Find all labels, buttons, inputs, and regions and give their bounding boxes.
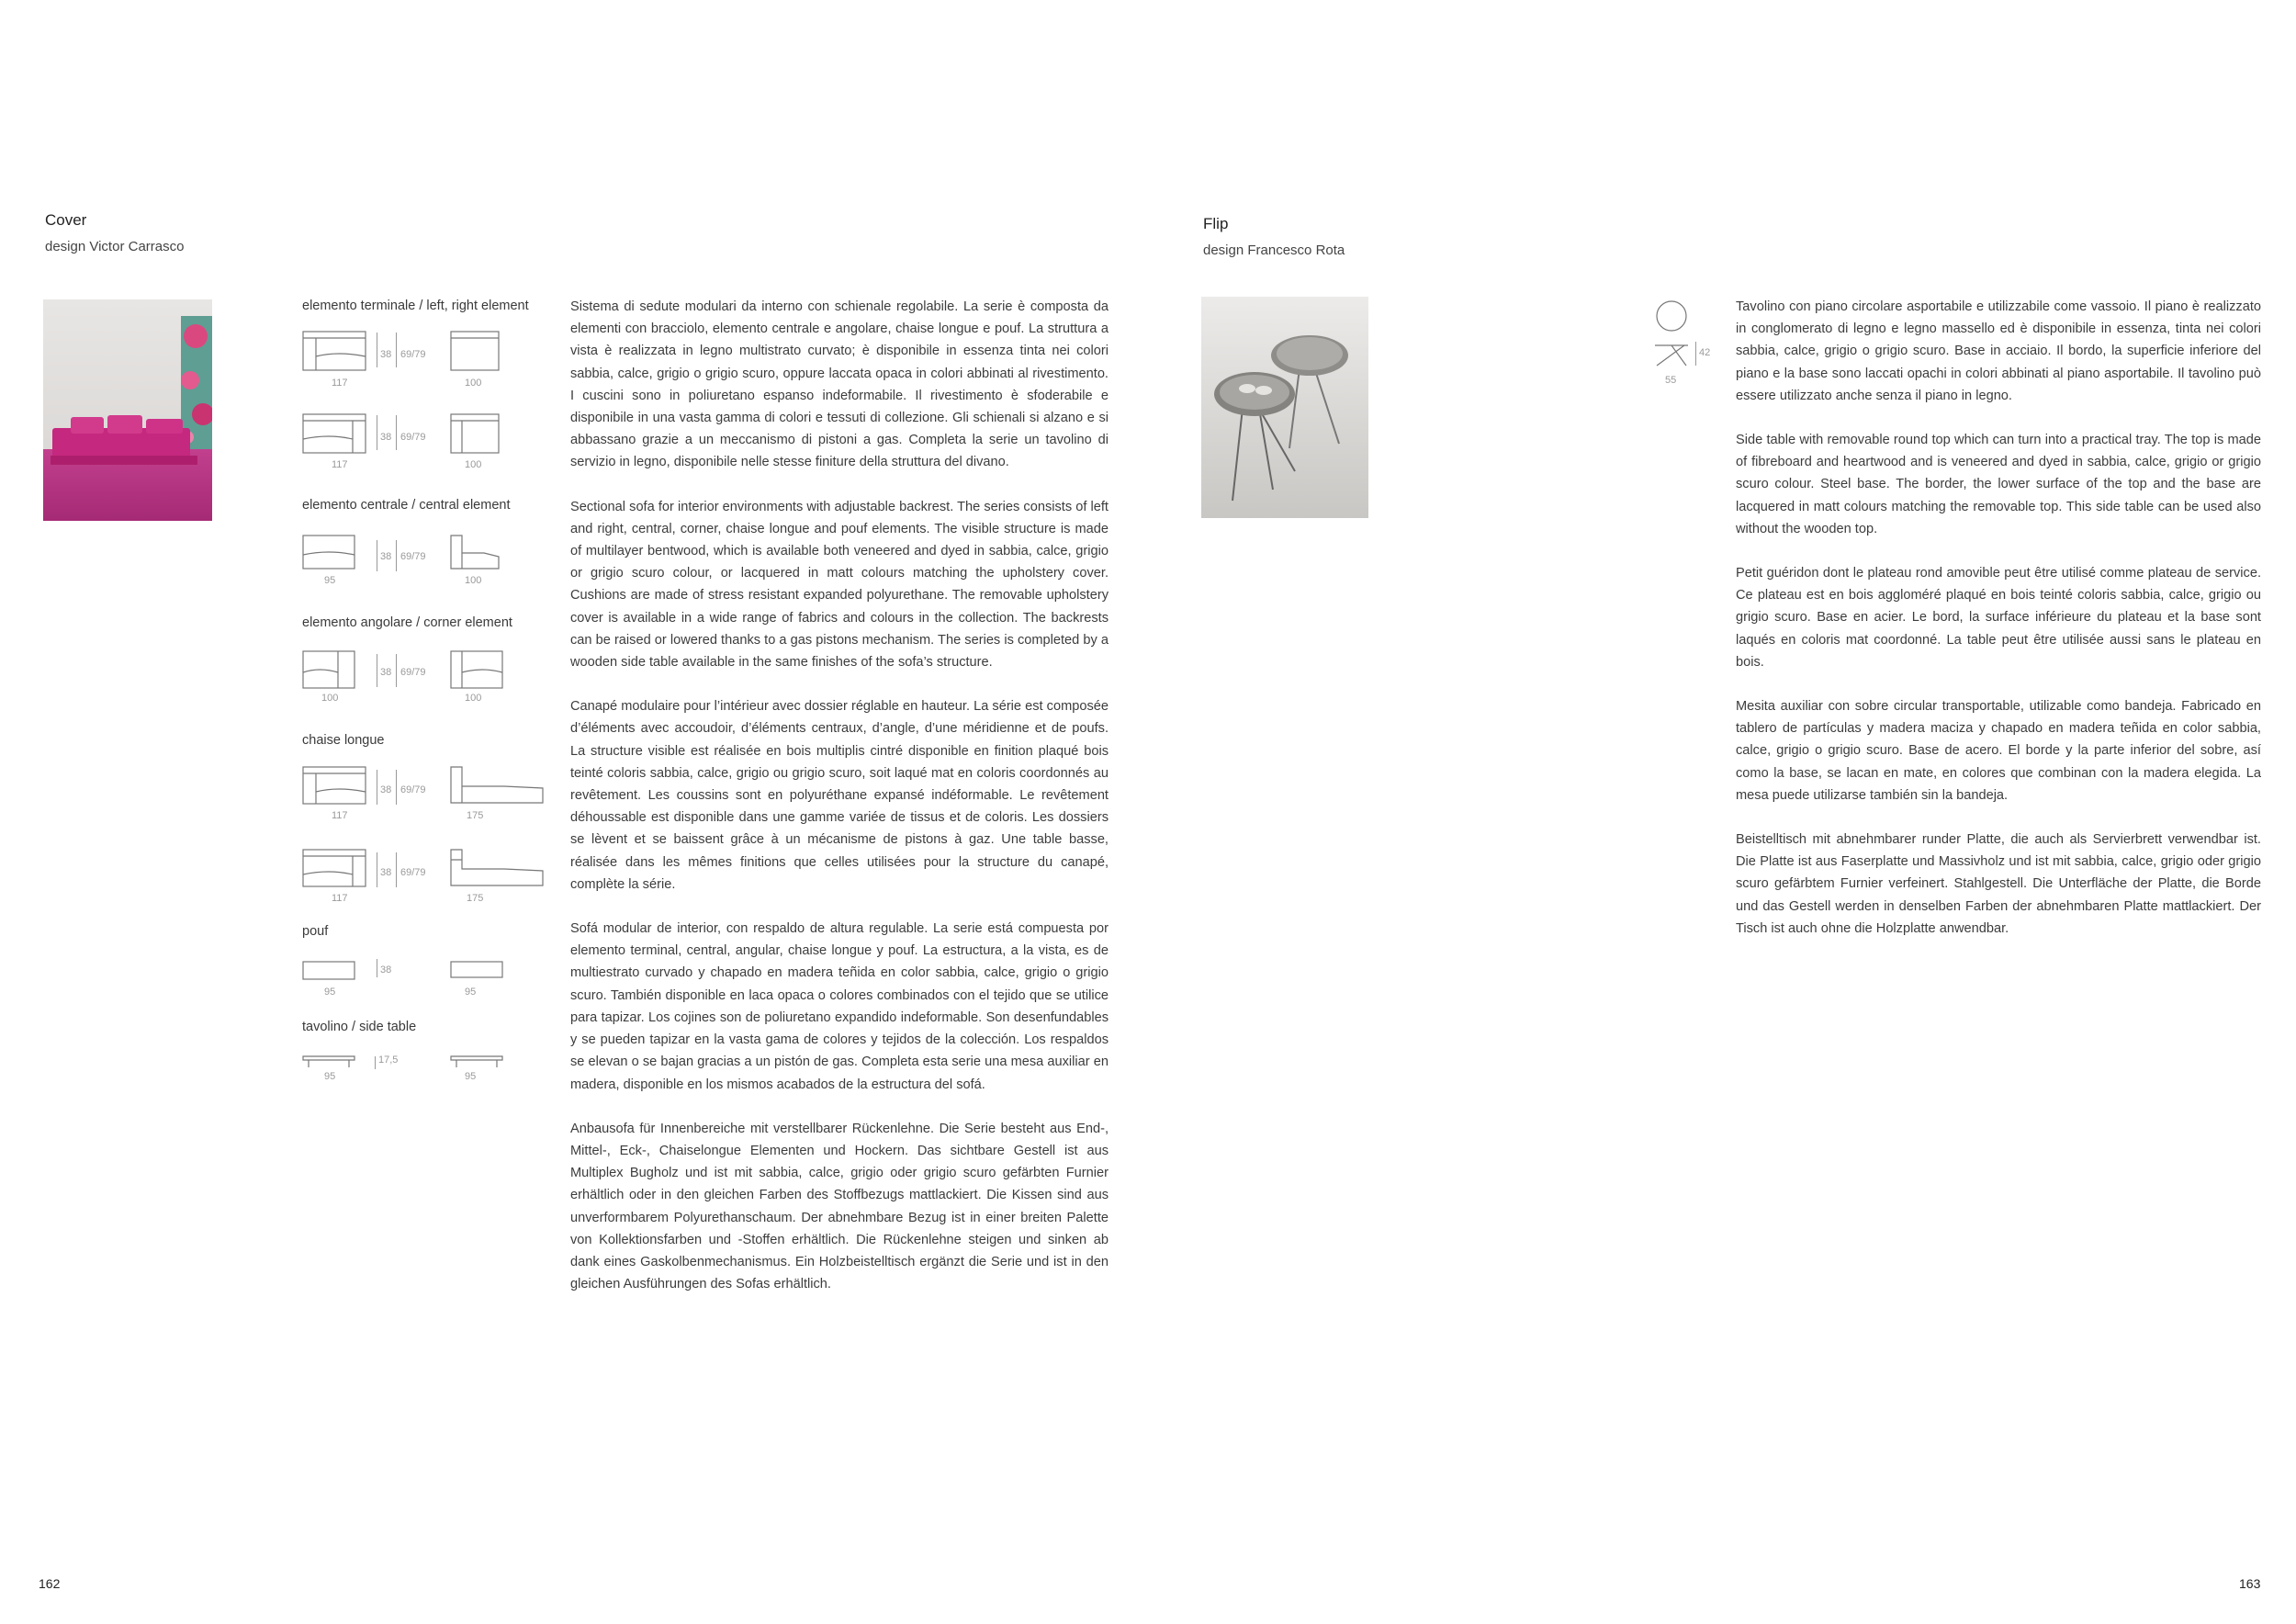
dim-width-terminal-3: 117 (332, 459, 348, 470)
flip-text-es: Mesita auxiliar con sobre circular transportable, utilizable como bandeja. Fabricado en tablero de partículas y madera maciza y chapado en madera teñida en color sabbia, calce, grigio o grigio scuro. Base de acero. El borde y la parte inferior del sobre, así como la base, se lacan en mate, en colores que combinan con la madera elegida. La mesa puede utilizarse también sin la bandeja. (1736, 699, 2261, 803)
page-number-right: 163 (2239, 1576, 2261, 1591)
central-element-sketch-1 (301, 533, 358, 573)
dim-pouf-height: 38 (380, 964, 392, 976)
cover-designer: design Victor Carrasco (45, 239, 185, 254)
cover-title: Cover (45, 211, 87, 229)
dim-divider (1695, 342, 1696, 366)
dim-divider (396, 654, 397, 687)
chaise-longue-sketch-3 (301, 847, 367, 891)
terminal-element-sketch-3 (301, 412, 367, 457)
dim-width-chaise-3: 117 (332, 893, 348, 904)
dim-divider (375, 1056, 376, 1069)
cover-text-it: Sistema di sedute modulari da interno con schienale regolabile. La serie è composta da elementi con bracciolo, elemento centrale e angolare, chaise longue e pouf. La struttura a vista è realizzata in legno multistrato curvato; è disponibile in essenza tinta nei colori sabbia, calce, grigio o grigio scuro, oppure laccata opaca in colori abbinati al rivestimento. I cuscini sono in poliuretano espanso indeformabile. Il rivestimento è sfoderabile e disponibile in una vasta gamma di colori e tessuti di collezione. Gli schienali si alzano e si abbassano grazie a un meccanismo di pistoni a gas. Completa la serie un tavolino di servizio in legno, disponibile nelle stesse finiture della struttura del divano. (570, 299, 1109, 470)
label-pouf: pouf (302, 924, 329, 939)
flip-text-de: Beistelltisch mit abnehmbarer runder Platte, die auch als Servierbrett verwendbar ist. Die Platte ist aus Faserplatte und Massivholz und ist mit sabbia, calce, grigio oder grigio scuro gefärbtem Furnier verfeinert. Stahlgestell. Die Unterfläche der Platte, die Borde und das Gestell werden in denselben Farben der abnehmbaren Platte mattlackiert. Der Tisch ist auch ohne die Holzplatte anwendbar. (1736, 832, 2261, 936)
flip-designer: design Francesco Rota (1203, 242, 1345, 258)
dim-width-terminal-2: 100 (465, 378, 482, 389)
label-chaise-longue: chaise longue (302, 733, 385, 748)
dim-width-pouf-2: 95 (465, 987, 477, 998)
dim-seat-height: 38 (380, 784, 392, 795)
dim-width-central-1: 95 (324, 575, 336, 586)
dim-width-corner-2: 100 (465, 693, 482, 704)
dim-back-height: 69/79 (400, 667, 426, 678)
dim-seat-height: 38 (380, 867, 392, 878)
dim-back-height: 69/79 (400, 867, 426, 878)
dim-back-height: 69/79 (400, 349, 426, 360)
dim-back-height: 69/79 (400, 551, 426, 562)
corner-element-sketch-2 (449, 648, 506, 693)
cover-text-fr: Canapé modulaire pour l’intérieur avec dossier réglable en hauteur. La série est composée d’éléments avec accoudoir, d’éléments centraux, d’angle, d’une méridienne et de poufs. La structure visible est réalisée en bois multiplis cintré disponible en finition plaqué bois teinté coloris sabbia, calce, grigio ou grigio scuro, soit laqué mat en coloris coordonnés au revêtement. Les coussins sont en polyuréthane expansé indéformable. Le revêtement déhoussable est disponible dans une gamme variée de tissus et de coloris. Les dossiers se lèvent et se baissent grâce à un mécanisme de pistons à gaz. Une table basse, réalisée dans les mêmes finitions que celles utilisées pour la structure du canapé, complète la série. (570, 699, 1109, 892)
flip-text-fr: Petit guéridon dont le plateau rond amovible peut être utilisé comme plateau de service. Ce plateau est en bois aggloméré plaqué en bois teinté coloris sabbia, calce, grigio ou grigio scuro. Base en acier. Le bord, la surface inférieure du plateau et la base sont laqués en coloris mat coordonné. La table peut être utilisée aussi sans le plateau en bois. (1736, 566, 2261, 670)
dim-width-terminal-4: 100 (465, 459, 482, 470)
dim-seat-height: 38 (380, 667, 392, 678)
flip-dim-height: 42 (1699, 347, 1711, 358)
side-table-sketch-2 (449, 1053, 506, 1071)
dim-width-table-2: 95 (465, 1071, 477, 1082)
flip-description (1736, 296, 2261, 940)
dim-back-height: 69/79 (400, 784, 426, 795)
pouf-sketch-2 (449, 959, 506, 983)
flip-dimension-sketch (1651, 299, 1692, 373)
flip-dim-diameter: 55 (1665, 375, 1677, 386)
label-central-element: elemento centrale / central element (302, 498, 511, 513)
dim-width-terminal-1: 117 (332, 378, 348, 389)
dim-divider (396, 770, 397, 805)
dim-seat-height: 38 (380, 349, 392, 360)
flip-text-en: Side table with removable round top which can turn into a practical tray. The top is made of fibreboard and heartwood and is veneered and dyed in sabbia, calce, grigio or grigio scuro colour. Steel base. The border, the lower surface of the top and the base are lacquered in matt colours matching the removable top. This side table can be used also without the wooden top. (1736, 433, 2261, 536)
cover-sofa-photo (43, 299, 212, 521)
chaise-longue-sketch-2 (449, 764, 546, 808)
label-corner-element: elemento angolare / corner element (302, 615, 512, 630)
cover-text-es: Sofá modular de interior, con respaldo de altura regulable. La serie está compuesta por elemento terminal, central, angular, chaise longue y pouf. La estructura, a la vista, es de multiestrato curvado y chapado en madera teñida en color sabbia, calce, grigio o grigio scuro. También disponible en laca opaca o colores combinados con el tejido que se utilice para tapizar. Los cojines son de poliuretano expandido indeformable. Son desenfundables y se pueden tapizar en la vasta gama de colores y tejidos de la colección. Los respaldos se elevan o se bajan gracias a un pistón de gas. Completa esta serie una mesa auxiliar en madera, disponible en los mismos acabados de la estructura del sofá. (570, 921, 1109, 1092)
dim-divider (396, 540, 397, 571)
terminal-element-sketch-4 (449, 412, 502, 457)
corner-element-sketch-1 (301, 648, 358, 693)
terminal-element-sketch-1 (301, 329, 367, 375)
label-terminal-element: elemento terminale / left, right element (302, 299, 529, 313)
dim-divider (396, 852, 397, 887)
dim-width-pouf-1: 95 (324, 987, 336, 998)
dim-width-chaise-4: 175 (467, 893, 484, 904)
dim-width-corner-1: 100 (321, 693, 339, 704)
dim-width-chaise-1: 117 (332, 810, 348, 821)
flip-text-it: Tavolino con piano circolare asportabile e utilizzabile come vassoio. Il piano è realizzato in conglomerato di legno e legno massello ed è disponibile in essenza, tinta nei colori sabbia, calce, grigio o grigio scuro. Base in acciaio. Il bordo, la superficie inferiore del piano e la base sono laccati opachi in colori abbinati al piano asportabile. Il tavolino può essere utilizzato anche senza il piano in legno. (1736, 299, 2261, 403)
terminal-element-sketch-2 (449, 329, 502, 375)
central-element-sketch-2 (449, 533, 502, 573)
label-side-table: tavolino / side table (302, 1020, 417, 1034)
cover-description (570, 296, 1109, 1295)
dim-table-height: 17,5 (378, 1054, 399, 1066)
dim-seat-height: 38 (380, 551, 392, 562)
chaise-longue-sketch-1 (301, 764, 367, 808)
pouf-sketch-1 (301, 959, 358, 983)
cover-text-en: Sectional sofa for interior environments with adjustable backrest. The series consists of left and right, central, corner, chaise longue and pouf elements. The visible structure is made of multilayer bentwood, which is available both veneered and dyed in sabbia, calce, grigio or grigio scuro colour, or lacquered in matt colours matching the upholstery cover. Cushions are made of stress resistant expanded polyurethane. The removable upholstery cover is available in a wide range of fabrics and colours in the collection. The backrests can be raised or lowered thanks to a gas pistons mechanism. The series is completed by a wooden side table available in the same finishes of the sofa’s structure. (570, 499, 1109, 671)
dim-divider (396, 333, 397, 367)
flip-table-photo (1201, 297, 1368, 518)
flip-title: Flip (1203, 215, 1229, 232)
side-table-sketch-1 (301, 1053, 358, 1071)
dim-width-chaise-2: 175 (467, 810, 484, 821)
dim-width-table-1: 95 (324, 1071, 336, 1082)
cover-text-de: Anbausofa für Innenbereiche mit verstellbarer Rückenlehne. Die Serie besteht aus End-, Mittel-, Eck-, Chaiselongue Elementen und Hockern. Das sichtbare Gestell ist aus Multiplex Bugholz und ist mit sabbia, calce, grigio oder grigio scuro gefärbten Furnier erhältlich oder in den gleichen Farben des Stoffbezugs mattlackiert. Die Kissen sind aus unverformbarem Polyurethanschaum. Der abnehmbare Bezug ist in einer breiten Palette von Kollektionsfarben und -Stoffen erhältlich. Die Rückenlehne steigen und sinken ab dank eines Gaskolbenmechanismus. Ein Holzbeistelltisch ergänzt die Serie und ist in den gleichen Ausführungen des Sofas erhältlich. (570, 1121, 1109, 1292)
dim-width-central-2: 100 (465, 575, 482, 586)
chaise-longue-sketch-4 (449, 847, 546, 891)
dim-seat-height: 38 (380, 432, 392, 443)
dim-back-height: 69/79 (400, 432, 426, 443)
page-number-left: 162 (39, 1576, 61, 1591)
dim-divider (396, 415, 397, 450)
